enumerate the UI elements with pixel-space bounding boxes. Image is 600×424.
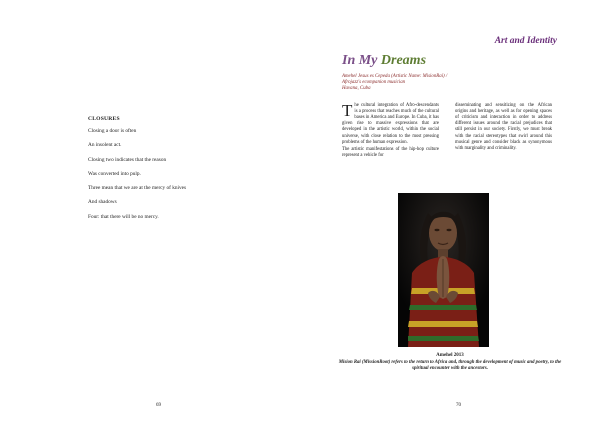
poem-title: CLOSURES xyxy=(88,116,120,122)
poem-line: An insolent act. xyxy=(88,142,122,149)
article-column-2 xyxy=(455,103,552,153)
byline-line: Afrojazz's ecompanion musician xyxy=(342,80,406,86)
article-paragraph: disseminating and sensitizing on the African origins and heritage, as well as for opening spaces of criticism and interaction in order to address different issues around the racial prejudices that still persist in our society. Firstly, we must break with the racial stereotypes that swirl around this musical genre and consider black as synonymous with marginality and criminality. xyxy=(455,103,552,151)
article-column-1 xyxy=(342,103,439,160)
poem xyxy=(88,116,288,229)
portrait-illustration xyxy=(398,193,489,347)
poem-line: Four: that there will be no mercy. xyxy=(88,213,159,220)
caption-title: Amehel 2013 xyxy=(436,353,464,358)
page-number-right: 70 xyxy=(456,403,461,408)
photo-caption xyxy=(330,353,570,372)
byline-line: Amehel Jesus es Cepeda (Artistic Name: MisionRai) / xyxy=(342,74,448,79)
section-header: Art and Identity xyxy=(494,36,557,46)
article-paragraph xyxy=(342,103,439,146)
article-paragraph: The artistic manifestations of the hip-hop culture represent a vehicle for xyxy=(342,146,439,158)
byline xyxy=(342,74,542,92)
poem-line: Three mean that we are at the mercy of knives xyxy=(88,185,187,192)
byline-line: Havana, Cuba xyxy=(342,86,371,92)
caption-text: Mision Rai (MissionRoot) refers to the return to Africa and, through the development of music and poetry, to the spiritual encounter with the ancestors. xyxy=(338,359,562,371)
paragraph-text: he cultural integration of Afro-descendants is a process that reaches much of the cultural bases in America and Europe. In Cuba, it has given rise to massive expressions that are developed in the artistic world, within the social universe, with close relation to the most pressing problems of the human expression. xyxy=(342,103,439,145)
article-title xyxy=(342,53,426,69)
poem-line: And shadows xyxy=(88,199,117,206)
portrait-photo xyxy=(398,193,489,347)
title-part-dreams: Dreams xyxy=(380,53,427,68)
drop-cap: T xyxy=(342,101,353,120)
page-number-left: 69 xyxy=(156,403,161,408)
poem-line: Closing a door is often xyxy=(88,128,137,134)
poem-line: Closing two indicates that the reason xyxy=(88,156,167,163)
right-page xyxy=(300,0,600,424)
title-part-in-my: In My xyxy=(342,53,378,68)
poem-line: Was converted into pulp. xyxy=(88,170,141,177)
